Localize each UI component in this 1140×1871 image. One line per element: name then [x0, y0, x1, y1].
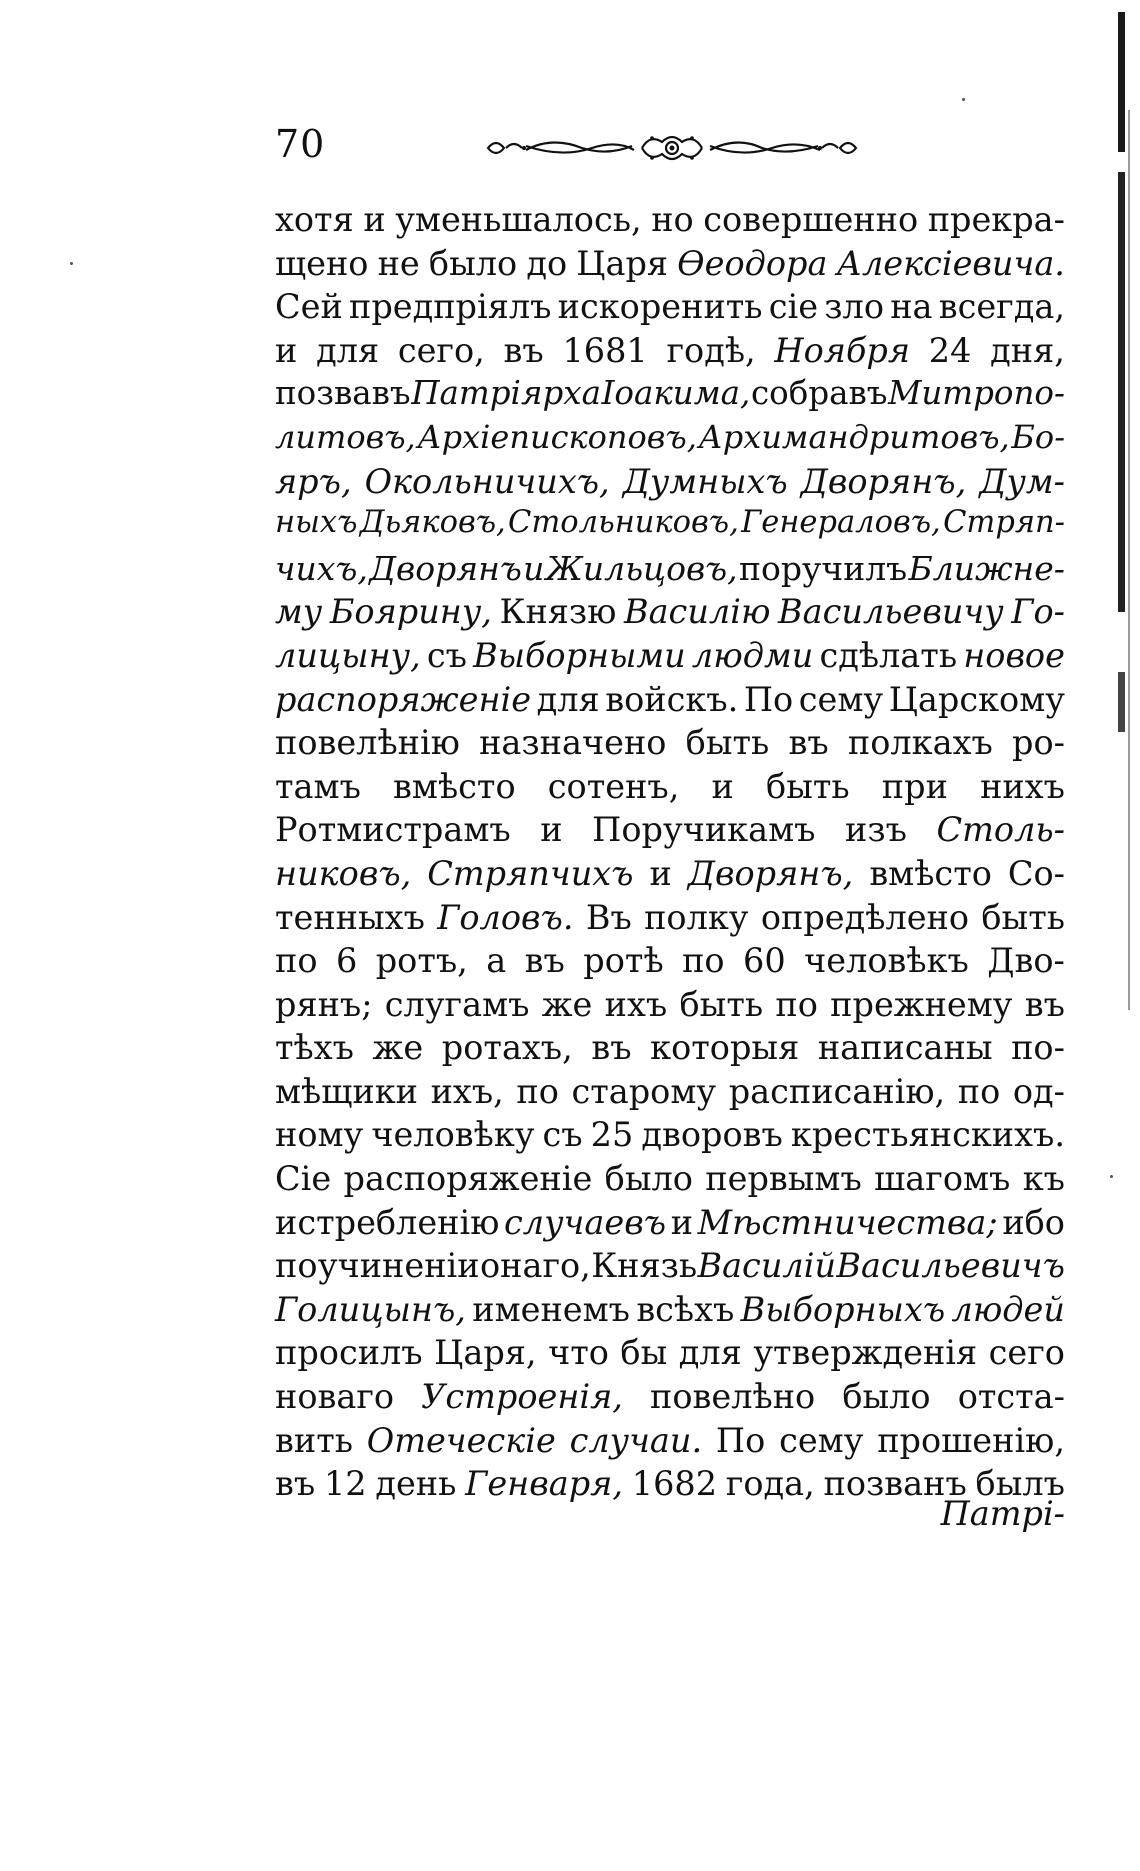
word: же — [541, 984, 593, 1024]
word: для — [536, 679, 600, 719]
catchword: Патрі- — [940, 1494, 1065, 1533]
word: позванъ — [823, 1464, 967, 1504]
word: повелѣно — [650, 1377, 816, 1417]
italic-word: литовъ, — [275, 417, 416, 456]
word: повелѣнію — [275, 723, 460, 763]
word: ибо — [1002, 1202, 1065, 1242]
word: 1681 — [562, 330, 648, 370]
word: по — [957, 1071, 1001, 1111]
word: по — [775, 984, 818, 1024]
italic-word: Патріярха — [411, 374, 601, 413]
text-line — [275, 1203, 1065, 1247]
word: Царя, — [434, 1333, 537, 1373]
word: что — [548, 1333, 609, 1373]
word: не — [377, 243, 420, 283]
word: сего — [988, 1333, 1065, 1373]
word: ротѣ — [583, 941, 664, 981]
word: совершенно — [703, 200, 919, 239]
text-line — [275, 636, 1065, 680]
italic-word: чихъ, — [275, 548, 368, 588]
word: годѣ, — [666, 330, 756, 370]
text-line — [275, 1028, 1065, 1072]
text-line — [275, 287, 1065, 331]
text-line — [275, 680, 1065, 724]
italic-word: Бо- — [1011, 417, 1065, 456]
italic-word: и — [523, 548, 545, 588]
word: вить — [275, 1420, 353, 1460]
word: щено — [275, 243, 369, 283]
italic-word: Отеческіе — [366, 1420, 556, 1460]
italic-word: Генваря, — [465, 1464, 623, 1504]
italic-word: Өеодора — [677, 243, 828, 283]
word: полкахъ — [847, 723, 993, 763]
word: было — [604, 1159, 693, 1199]
word: сіе — [768, 287, 819, 327]
text-line — [275, 244, 1065, 288]
word: до — [526, 243, 568, 283]
word: тенныхъ — [275, 897, 425, 937]
word: истребленію — [275, 1202, 500, 1242]
text-line — [275, 462, 1065, 506]
italic-word: Дворянъ, — [800, 461, 967, 501]
word: быть — [685, 723, 770, 763]
word: опредѣлено — [760, 897, 970, 937]
italic-word: Боярину, — [329, 592, 492, 632]
italic-word: Устроенія, — [421, 1377, 623, 1417]
word: на — [890, 287, 933, 327]
word: позвавъ — [275, 374, 411, 413]
word: Сей — [275, 287, 343, 327]
word: человѣкъ — [804, 941, 969, 981]
word: ному — [275, 1115, 364, 1155]
text-line — [275, 549, 1065, 593]
word: предпріялъ — [349, 287, 552, 327]
text-line — [275, 200, 1065, 244]
text-line — [275, 1072, 1065, 1116]
word: бы — [620, 1333, 668, 1373]
word: назначено — [479, 723, 667, 763]
italic-word: Дум- — [979, 461, 1065, 501]
word: поручилъ — [738, 548, 908, 588]
word: былъ — [975, 1464, 1065, 1504]
word: человѣку — [371, 1115, 535, 1155]
word: сему — [798, 679, 884, 719]
word: тамъ — [275, 766, 361, 806]
italic-word: Стольниковъ, — [508, 505, 739, 541]
word: онаго, — [479, 1246, 591, 1286]
word: по — [275, 1246, 318, 1286]
italic-word: Архіепископовъ, — [417, 417, 697, 456]
word: для — [316, 330, 380, 370]
ink-speck — [962, 98, 965, 101]
text-line — [275, 592, 1065, 636]
italic-word: ныхъ — [275, 505, 358, 541]
word: быть — [766, 766, 850, 806]
italic-word: Васильевичу — [778, 592, 1004, 632]
word: Князю — [499, 592, 617, 632]
word: дня, — [990, 330, 1065, 370]
italic-word: людей — [951, 1289, 1065, 1329]
italic-word: Мѣстничества; — [697, 1202, 998, 1242]
italic-word: людми — [691, 635, 814, 675]
word: Сіе — [275, 1159, 332, 1199]
word: нихъ — [980, 766, 1065, 806]
ink-speck — [1110, 1175, 1113, 1178]
word: Со- — [1007, 853, 1065, 893]
word: но — [651, 200, 694, 239]
word: дворовъ — [641, 1115, 783, 1155]
word: для — [678, 1333, 742, 1373]
word: ротъ, — [375, 941, 468, 981]
body-text — [275, 200, 1065, 1508]
word: Ротмистрамъ — [275, 810, 511, 850]
word: По — [743, 679, 794, 719]
word: сотенъ, — [547, 766, 680, 806]
word: 24 — [928, 330, 972, 370]
binding-edge-shadow — [1118, 12, 1125, 1012]
word: зло — [824, 287, 885, 327]
word: съ — [542, 1115, 583, 1155]
italic-word: Іоакима, — [601, 374, 751, 413]
word: собравъ — [750, 374, 888, 413]
word: первымъ — [705, 1159, 862, 1199]
word: всегда, — [938, 287, 1065, 327]
floral-rule-ornament-icon — [482, 128, 862, 168]
text-line — [275, 331, 1065, 375]
italic-word: му — [275, 592, 323, 632]
italic-word: Дворянъ, — [687, 853, 854, 893]
word: крестьянскихъ. — [790, 1115, 1065, 1155]
italic-word: случаи. — [569, 1420, 703, 1460]
word: войскъ. — [605, 679, 739, 719]
word: утвержденія — [753, 1333, 978, 1373]
word: года, — [725, 1464, 815, 1504]
word: написаны — [817, 1028, 993, 1068]
word: просилъ — [275, 1333, 423, 1373]
text-line — [275, 1377, 1065, 1421]
text-line — [275, 1333, 1065, 1377]
word: въ — [275, 1464, 316, 1504]
word: ро- — [1012, 723, 1065, 763]
italic-word: Го- — [1011, 592, 1065, 632]
italic-word: Выборными — [473, 635, 686, 675]
word: ихъ — [604, 984, 668, 1024]
word: къ — [1022, 1159, 1065, 1199]
italic-word: Ближне- — [908, 548, 1065, 588]
text-line — [275, 723, 1065, 767]
italic-word: Дьяковъ, — [359, 505, 506, 541]
word: сему — [779, 1420, 864, 1460]
text-line — [275, 1159, 1065, 1203]
word: по- — [1011, 1028, 1065, 1068]
word: мѣщики — [275, 1071, 418, 1111]
word: полку — [644, 897, 749, 937]
italic-word: Выборныхъ — [740, 1289, 946, 1329]
text-line — [275, 985, 1065, 1029]
text-line — [275, 767, 1065, 811]
italic-word: Ноября — [774, 330, 911, 370]
text-line — [275, 374, 1065, 418]
word: вмѣсто — [869, 853, 992, 893]
word: 12 — [323, 1464, 367, 1504]
word: ихъ, — [430, 1071, 504, 1111]
word: Въ — [585, 897, 632, 937]
text-line — [275, 1246, 1065, 1290]
text-line — [275, 941, 1065, 985]
word: же — [372, 1028, 424, 1068]
word: всѣхъ — [636, 1289, 735, 1329]
word: было — [428, 243, 518, 283]
word: 25 — [590, 1115, 634, 1155]
word: отста- — [957, 1377, 1065, 1417]
word: шагомъ — [874, 1159, 1011, 1199]
word: Поручикамъ — [592, 810, 816, 850]
word: Дво- — [987, 941, 1065, 981]
italic-word: распоряженіе — [275, 679, 532, 719]
word: въ — [524, 941, 565, 981]
word: искоренить — [557, 287, 763, 327]
italic-word: Васильевичъ — [836, 1246, 1065, 1286]
word: по — [275, 941, 318, 981]
word: 1682 — [631, 1464, 718, 1504]
word: быть — [679, 984, 764, 1024]
word: учиненіи — [317, 1246, 480, 1286]
italic-word: Голицынъ, — [275, 1289, 466, 1329]
word: ротахъ, — [441, 1028, 573, 1068]
word: и — [540, 810, 563, 850]
word: и — [363, 200, 386, 239]
word: и — [711, 766, 734, 806]
word: въ — [591, 1028, 632, 1068]
word: прежнему — [830, 984, 1013, 1024]
italic-word: Головъ. — [437, 897, 574, 937]
word: сдѣлать — [819, 635, 958, 675]
word: день — [375, 1464, 457, 1504]
text-line — [275, 418, 1065, 462]
word: По — [715, 1420, 766, 1460]
word: уменьшалось, — [395, 200, 642, 239]
italic-word: случаевъ — [504, 1202, 667, 1242]
italic-word: Василій — [697, 1246, 837, 1286]
word: сего, — [397, 330, 485, 370]
italic-word: Стряп- — [943, 505, 1065, 541]
word: быть — [981, 897, 1065, 937]
word: Царскому — [888, 679, 1065, 719]
word: слугамъ — [384, 984, 530, 1024]
italic-word: Дворянъ — [369, 548, 522, 588]
word: изъ — [845, 810, 907, 850]
page-number: 70 — [275, 122, 326, 166]
word: въ — [788, 723, 829, 763]
word: въ — [1024, 984, 1065, 1024]
word: од- — [1012, 1071, 1065, 1111]
word: Князь — [591, 1246, 698, 1286]
italic-word: Алексіевича. — [836, 243, 1065, 283]
word: новаго — [275, 1377, 395, 1417]
text-line — [275, 810, 1065, 854]
italic-word: Василію — [623, 592, 771, 632]
binding-edge-line — [1128, 110, 1130, 1010]
italic-word: лицыну, — [275, 635, 421, 675]
word: хотя — [275, 200, 354, 239]
text-line — [275, 1115, 1065, 1159]
text-line — [275, 1421, 1065, 1465]
word: въ — [503, 330, 544, 370]
ink-speck — [70, 262, 73, 265]
word: 60 — [743, 941, 786, 981]
italic-word: Окольничихъ, — [364, 461, 610, 501]
italic-word: яръ, — [275, 461, 352, 501]
italic-word: Думныхъ — [622, 461, 788, 501]
word: прошенію, — [877, 1420, 1065, 1460]
italic-word: Генераловъ, — [741, 505, 941, 541]
word: тѣхъ — [275, 1028, 354, 1068]
word: прекра- — [927, 200, 1065, 239]
word: по — [682, 941, 725, 981]
text-line — [275, 854, 1065, 898]
text-line — [275, 505, 1065, 549]
word: и — [670, 1202, 694, 1242]
word: съ — [426, 635, 467, 675]
word: именемъ — [472, 1289, 631, 1329]
italic-word: Архимандритовъ, — [698, 417, 1010, 456]
italic-word: Стряпчихъ — [427, 853, 634, 893]
italic-word: новое — [963, 635, 1065, 675]
italic-word: никовъ, — [275, 853, 412, 893]
word: 6 — [335, 941, 358, 981]
italic-word: Жильцовъ, — [545, 548, 738, 588]
word: и — [275, 330, 298, 370]
word: по — [516, 1071, 559, 1111]
word: при — [881, 766, 948, 806]
text-line — [275, 1290, 1065, 1334]
text-line — [275, 898, 1065, 942]
italic-word: Столь- — [936, 810, 1065, 850]
word: вмѣсто — [393, 766, 516, 806]
word: Царя — [576, 243, 669, 283]
italic-word: Митропо- — [888, 374, 1065, 413]
word: распоряженіе — [343, 1159, 593, 1199]
word: старому — [571, 1071, 717, 1111]
word: было — [842, 1377, 931, 1417]
word: расписанію, — [728, 1071, 946, 1111]
word: а — [486, 941, 507, 981]
word: рянъ; — [275, 984, 373, 1024]
word: которыя — [650, 1028, 800, 1068]
word: и — [649, 853, 672, 893]
